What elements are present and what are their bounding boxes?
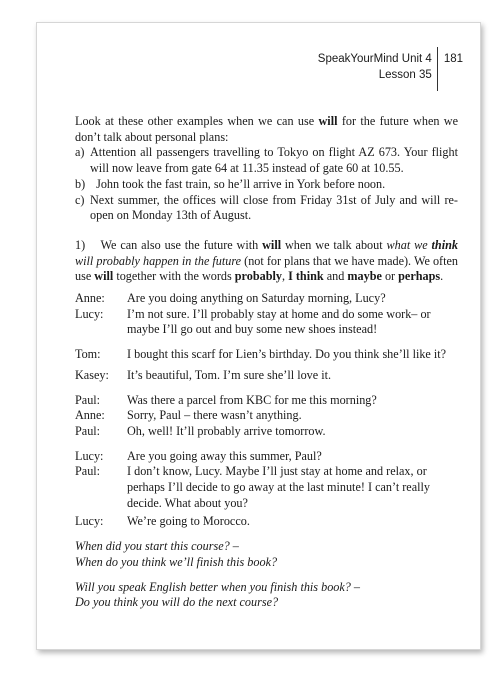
rule-text: (not for plans that we have made). We often use	[75, 253, 462, 284]
line-text: It’s beautiful, Tom. I’m sure she’ll love it.	[127, 367, 332, 382]
dialogue-line	[75, 424, 458, 440]
intro-text: Look at these other examples when we can use	[75, 114, 319, 128]
rule-italic: what we	[386, 237, 432, 252]
example-text: Attention all passengers travelling to Tokyo on flight AZ 673. Your flight will now leave from gate 64 at 11.35 instead of gate 60 at 10.55.	[90, 145, 458, 176]
rule-text: ,	[281, 269, 289, 284]
rule-bold: will	[94, 269, 114, 284]
speaker: Anne:	[75, 291, 105, 306]
dialogue-line	[75, 449, 458, 465]
dialogue-line	[75, 464, 458, 511]
page-body	[75, 114, 462, 611]
dialogue-line	[75, 408, 458, 424]
dialogue-block	[75, 449, 458, 531]
question-pair	[75, 539, 458, 570]
speaker: Tom:	[75, 347, 101, 362]
speaker: Paul:	[75, 464, 101, 479]
dialogue-line	[75, 307, 458, 338]
lesson-title: Lesson 35	[378, 69, 432, 81]
intro-bold-will: will	[318, 114, 338, 128]
speaker: Lucy:	[75, 514, 104, 529]
example-item	[75, 177, 458, 193]
example-key: a)	[75, 145, 85, 160]
dialogue-line	[75, 393, 458, 409]
page-number: 181	[437, 47, 463, 91]
rule-paragraph	[75, 237, 462, 285]
rule-bold: will	[262, 237, 282, 252]
intro-text-end: for the future when we don’t talk about personal plans:	[75, 114, 458, 144]
line-text: Sorry, Paul – there wasn’t anything.	[127, 408, 302, 423]
dialogue-line	[75, 291, 458, 307]
rule-bold: perhaps	[398, 269, 441, 284]
rule-text: together with the words	[113, 269, 235, 284]
rule-text: and	[323, 269, 348, 284]
example-item	[75, 145, 458, 176]
example-list	[75, 145, 458, 224]
unit-title: SpeakYourMind Unit 4	[317, 53, 432, 65]
dialogue-block	[75, 393, 458, 440]
speaker: Anne:	[75, 408, 105, 423]
question-line: Will you speak English better when you finish this book? –	[75, 579, 361, 594]
example-text: Next summer, the offices will close from Friday 31st of July and will re-open on Monday 13th of August.	[90, 192, 458, 223]
line-text: We’re going to Morocco.	[127, 514, 250, 529]
rule-bold-italic: think	[431, 237, 458, 252]
rule-text: 1) We can also use the future with	[75, 237, 263, 252]
dialogue-line	[75, 514, 458, 530]
header-titles	[318, 47, 437, 89]
rule-italic: will probably happen in the future	[75, 237, 462, 268]
dialogue-line	[75, 347, 458, 363]
line-text: I don’t know, Lucy. Maybe I’ll just stay at home and relax, or perhaps I’ll decide to go away at the last minute! I can’t really decide. What about you?	[127, 464, 430, 510]
dialogue-block	[75, 291, 458, 338]
line-text: Was there a parcel from KBC for me this morning?	[127, 392, 377, 407]
rule-bold: I think	[288, 269, 324, 284]
speaker: Lucy:	[75, 306, 104, 321]
dialogue-line	[75, 368, 458, 384]
line-text: Are you going away this summer, Paul?	[127, 448, 322, 463]
intro-paragraph	[75, 114, 458, 145]
example-item	[75, 193, 458, 224]
rule-bold: probably	[234, 269, 282, 284]
speaker: Paul:	[75, 392, 101, 407]
rule-bold: maybe	[347, 269, 382, 284]
example-text: John took the fast train, so he’ll arrive in York before noon.	[90, 176, 386, 191]
dialogue-block	[75, 347, 458, 383]
question-line: When did you start this course? –	[75, 539, 239, 554]
line-text: I’m not sure. I’ll probably stay at home and do some work– or maybe I’ll go out and buy some new shoes instead!	[127, 306, 431, 337]
line-text: Oh, well! It’ll probably arrive tomorrow.	[127, 423, 326, 438]
rule-text: .	[440, 269, 444, 284]
question-line: Do you think you will do the next course?	[75, 595, 279, 610]
rule-text: when we talk about	[281, 237, 387, 252]
question-line: When do you think we’ll finish this book?	[75, 554, 278, 569]
question-pair	[75, 580, 458, 611]
speaker: Paul:	[75, 423, 101, 438]
example-key: b)	[75, 176, 86, 191]
line-text: I bought this scarf for Lien’s birthday. Do you think she’ll like it?	[127, 347, 447, 362]
page-header	[318, 47, 463, 89]
rule-text: or	[381, 269, 399, 284]
speaker: Kasey:	[75, 367, 109, 382]
speaker: Lucy:	[75, 448, 104, 463]
example-key: c)	[75, 192, 85, 207]
line-text: Are you doing anything on Saturday morning, Lucy?	[127, 291, 386, 306]
